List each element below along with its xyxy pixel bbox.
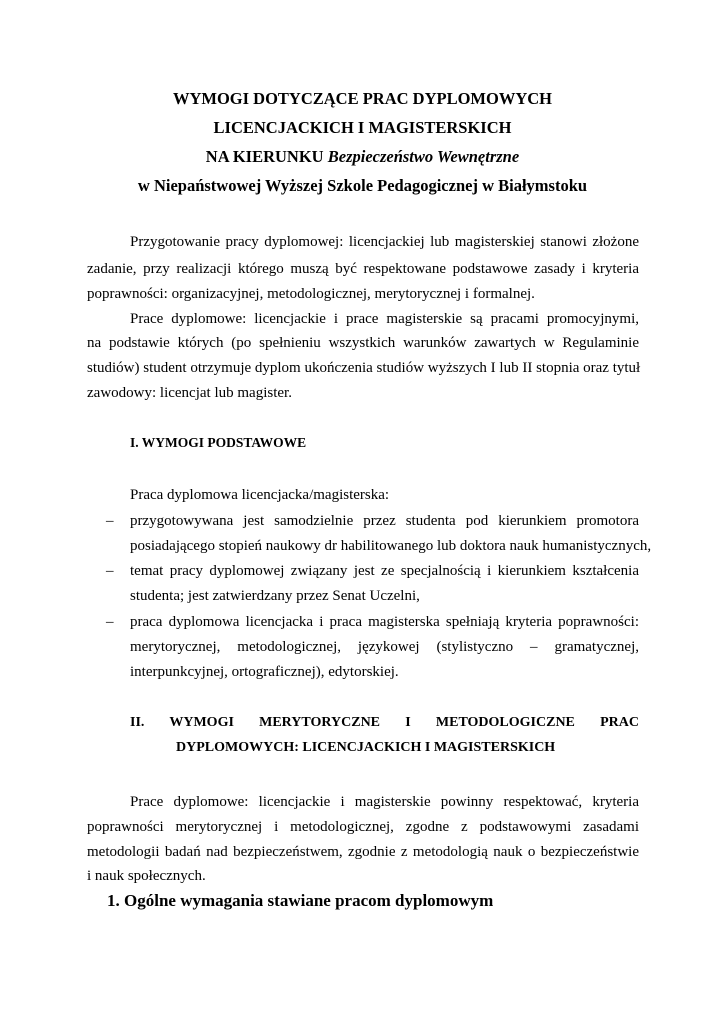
intro-p2-line-3: studiów) student otrzymuje dyplom ukończenia studiów wyższych I lub II stopnia oraz tytuł	[87, 360, 641, 376]
list-dash: –	[106, 563, 114, 579]
section-2-p-line-1: Prace dyplomowe: licencjackie i magisterskie powinny respektować, kryteria	[130, 794, 639, 810]
section-2-heading-line-1: II. WYMOGI MERYTORYCZNE I METODOLOGICZNE PRAC	[130, 715, 639, 730]
document-title-line-1: WYMOGI DOTYCZĄCE PRAC DYPLOMOWYCH	[172, 89, 553, 108]
list-item-2-line-2: studenta; jest zatwierdzany przez Senat Uczelni,	[130, 588, 420, 604]
intro-p2-line-1: Prace dyplomowe: licencjackie i prace magisterskie są pracami promocyjnymi,	[130, 311, 639, 327]
intro-p1-line-2: zadanie, przy realizacji którego muszą być respektowane podstawowe zasady i kryteria	[87, 261, 639, 277]
document-title-line-2: LICENCJACKICH I MAGISTERSKICH	[213, 118, 512, 137]
list-item-3-line-1: praca dyplomowa licencjacka i praca magisterska spełniają kryteria poprawności:	[130, 614, 639, 630]
intro-p1-line-1: Przygotowanie pracy dyplomowej: licencjackiej lub magisterskiej stanowi złożone	[130, 234, 639, 250]
section-1-heading: I. WYMOGI PODSTAWOWE	[130, 435, 307, 450]
intro-p2-line-4: zawodowy: licencjat lub magister.	[87, 385, 292, 401]
section-2-p-line-2: poprawności merytorycznej i metodologicznej, zgodne z podstawowymi zasadami	[87, 819, 639, 835]
list-dash: –	[106, 513, 114, 529]
list-item-1-line-2: posiadającego stopień naukowy dr habilitowanego lub doktora nauk humanistycznych,	[130, 538, 652, 554]
section-2-heading-line-2: DYPLOMOWYCH: LICENCJACKICH I MAGISTERSKICH	[176, 740, 556, 755]
document-title-line-4: w Niepaństwowej Wyższej Szkole Pedagogicznej w Białymstoku	[137, 176, 588, 195]
title-field-name: Bezpieczeństwo Wewnętrzne	[327, 147, 520, 166]
section-1-lead: Praca dyplomowa licencjacka/magisterska:	[130, 487, 390, 503]
list-item-1-line-1: przygotowywana jest samodzielnie przez studenta pod kierunkiem promotora	[130, 513, 639, 529]
section-2-p-line-3: metodologii badań nad bezpieczeństwem, zgodnie z metodologią nauk o bezpieczeństwie	[87, 844, 639, 860]
section-2-p-line-4: i nauk społecznych.	[87, 868, 206, 884]
title-prefix: NA KIERUNKU	[205, 147, 328, 166]
intro-p2-line-2: na podstawie których (po spełnieniu wszystkich warunków zawartych w Regulaminie	[87, 335, 639, 351]
list-item-3-line-2: merytorycznej, metodologicznej, językowej (stylistyczno – gramatycznej,	[130, 639, 639, 655]
list-item-3-line-3: interpunkcyjnej, ortograficznej), edytorskiej.	[130, 664, 399, 680]
intro-p1-line-3: poprawności: organizacyjnej, metodologicznej, merytorycznej i formalnej.	[87, 286, 535, 302]
list-dash: –	[106, 614, 114, 630]
document-title-line-3	[0, 146, 725, 168]
subsection-1-heading: 1. Ogólne wymagania stawiane pracom dyplomowym	[107, 891, 494, 910]
list-item-2-line-1: temat pracy dyplomowej związany jest ze specjalnością i kierunkiem kształcenia	[130, 563, 639, 579]
